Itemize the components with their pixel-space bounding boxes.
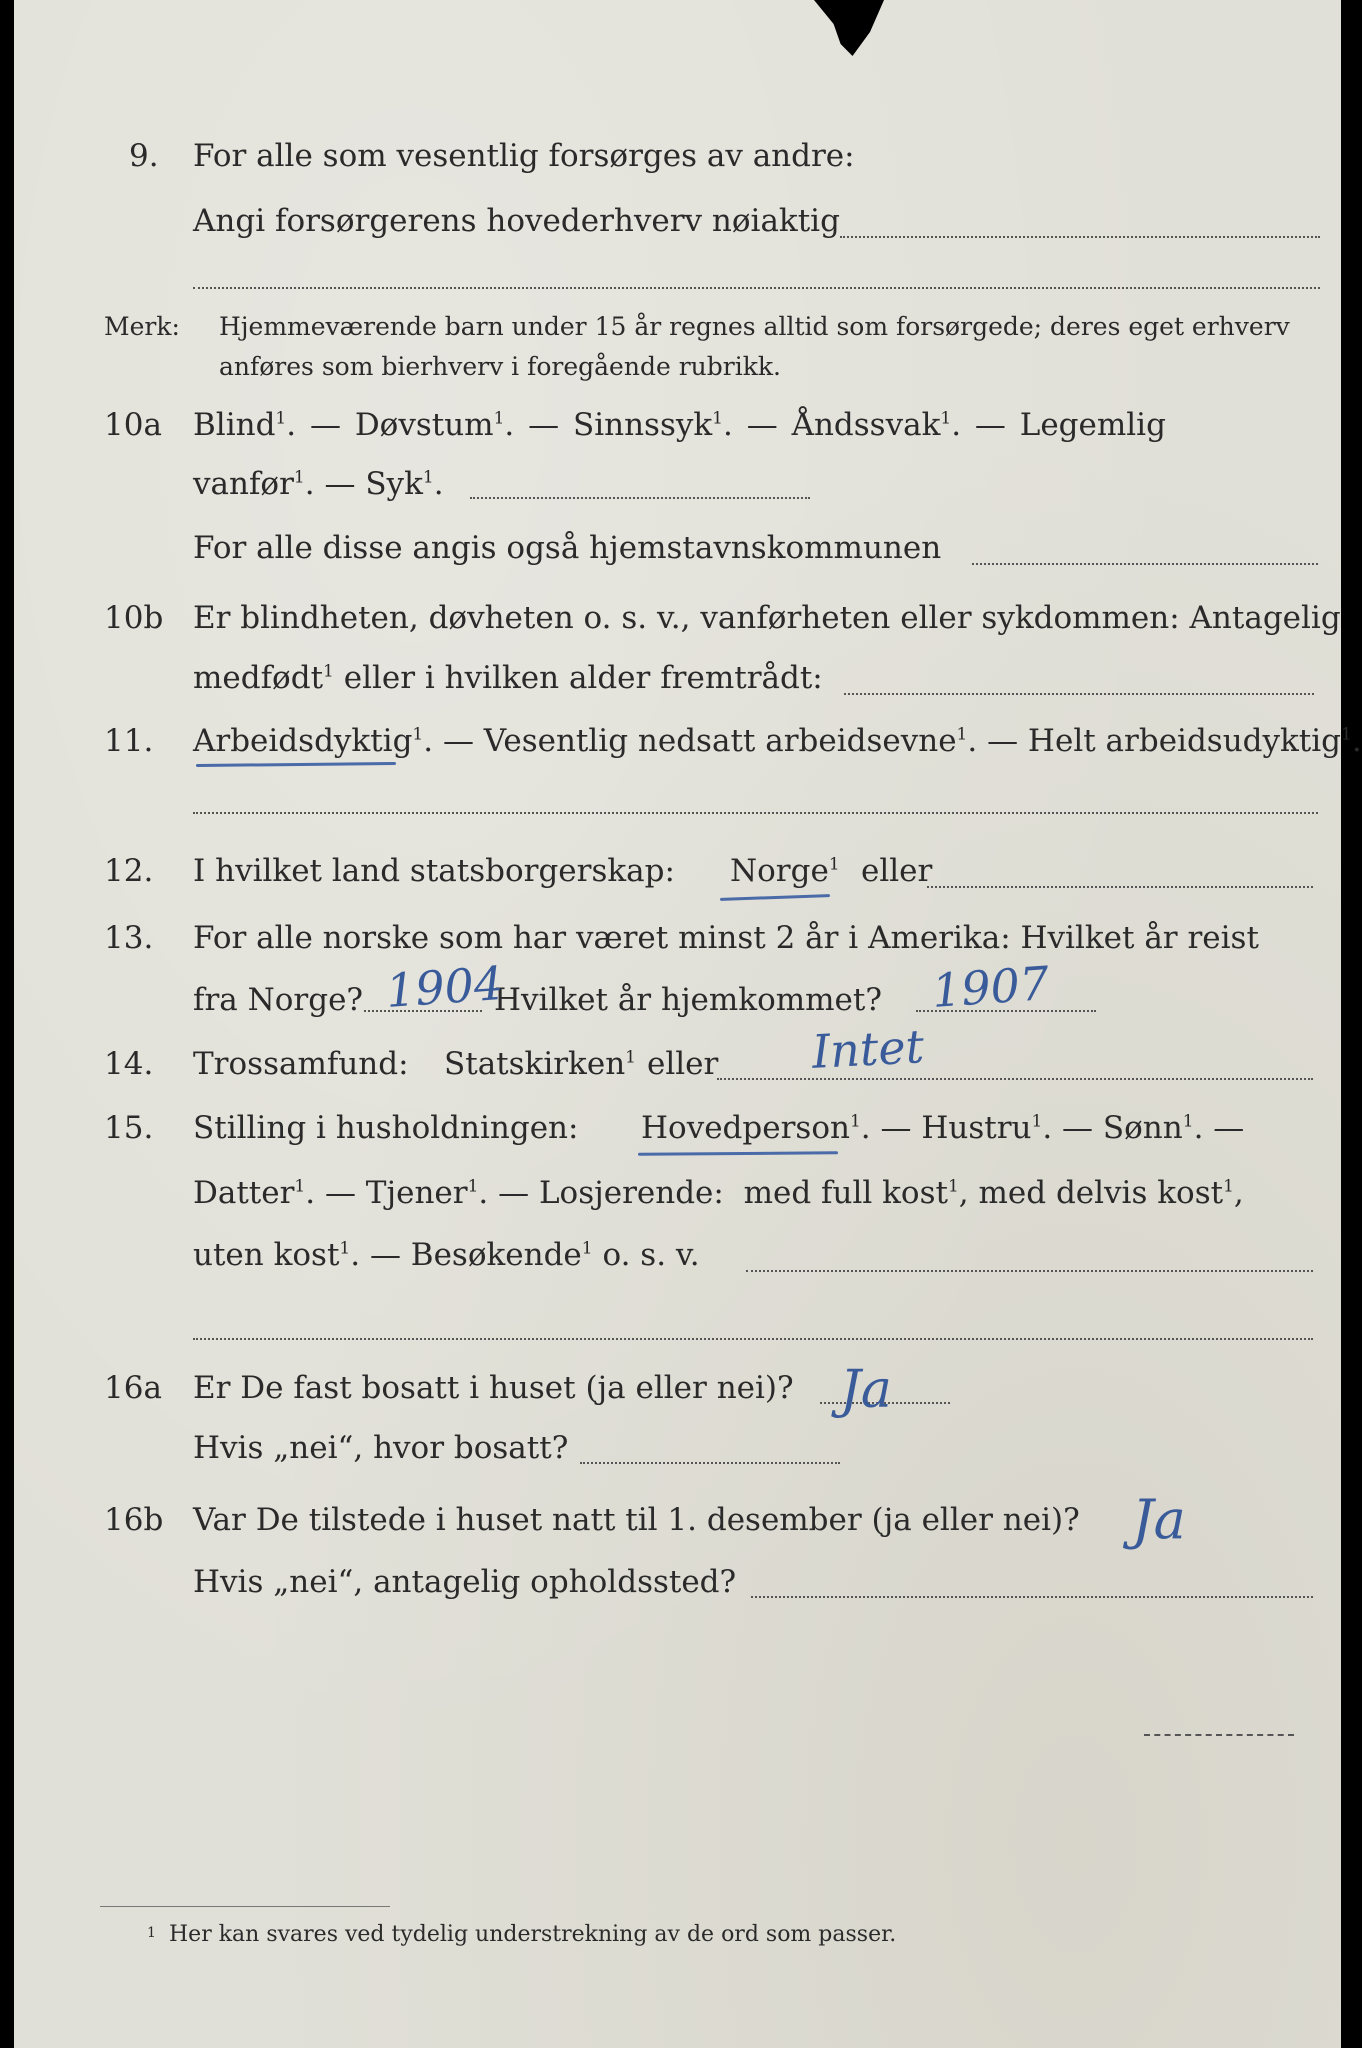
q16b-line1: 16b Var De tilstede i huset natt til 1. desember (ja eller nei)? <box>104 1502 1080 1538</box>
q9-line1: 9. For alle som vesentlig forsørges av andre: <box>129 138 855 174</box>
end-mark-line <box>1144 1734 1294 1736</box>
q12-line: 12. I hvilket land statsborgerskap: Norge$^1$ eller <box>104 853 933 889</box>
torn-notch <box>814 0 884 80</box>
hovedperson-option: Hovedperson <box>641 1110 850 1146</box>
q9-blank-line <box>193 287 1320 289</box>
handwritten-year-reist: 1904 <box>384 955 505 1019</box>
q15-blank-line <box>193 1338 1313 1340</box>
q10b-line1: 10b Er blindheten, døvheten o. s. v., vanførheten eller sykdommen: Antagelig <box>104 600 1341 636</box>
q16b-line2: Hvis „nei“, antagelig opholdssted? <box>193 1564 737 1600</box>
handwritten-year-hjemkommet: 1907 <box>930 955 1051 1019</box>
q10a-line2: vanfør$^1$. — Syk$^1$. <box>193 466 444 502</box>
footnote-mark: 1 <box>147 1925 156 1941</box>
sinnssyk-option: Sinnssyk <box>572 407 713 443</box>
q10b-line2: medfødt$^1$ eller i hvilken alder fremtrådt: <box>193 660 823 696</box>
footnote-rule <box>100 1906 390 1907</box>
q15-line2: Datter$^1$. — Tjener$^1$. — Losjerende: med full kost$^1$, med delvis kost$^1$, <box>193 1175 1244 1211</box>
q11-line: 11. Arbeidsdyktig$^1$. — Vesentlig nedsatt arbeidsevne$^1$. — Helt arbeidsudyktig$^1$. <box>104 723 1362 759</box>
q13-line1: 13. For alle norske som har været minst 2 år i Amerika: Hvilket år reist <box>104 920 1259 956</box>
arbeidsdyktig-option: Arbeidsdyktig <box>193 723 413 759</box>
q10a-line1: 10a Blind$^1$. — Døvstum$^1$. — Sinnssyk$^1$. — Åndssvak$^1$. — Legemlig <box>104 407 1166 443</box>
norge-option: Norge <box>730 853 829 889</box>
q15-answer-line <box>746 1270 1313 1272</box>
q16a-line1: 16a Er De fast bosatt i huset (ja eller nei)? <box>104 1370 794 1406</box>
census-form-page <box>14 0 1362 2048</box>
q15-line1: 15. Stilling i husholdningen: Hovedperson$^1$. — Hustru$^1$. — Sønn$^1$. — <box>104 1110 1245 1146</box>
legemlig-option: Legemlig <box>1019 407 1166 443</box>
handwritten-tilstede-answer: Ja <box>1132 1488 1186 1551</box>
handwritten-trossamfund: Intet <box>810 1019 926 1079</box>
blind-option: Blind <box>193 407 276 443</box>
q9-answer-line <box>840 236 1320 238</box>
q12-answer-line <box>927 886 1313 888</box>
q9-line2: Angi forsørgerens hovederhverv nøiaktig <box>193 203 840 239</box>
q15-line3: uten kost$^1$. — Besøkende$^1$ o. s. v. <box>193 1237 700 1273</box>
dovstum-option: Døvstum <box>354 407 494 443</box>
q14-answer-line <box>717 1078 1313 1080</box>
q10a-line3: For alle disse angis også hjemstavnskommunen <box>193 530 942 566</box>
andssvak-option: Åndssvak <box>791 407 941 443</box>
q14-line: 14. Trossamfund: Statskirken$^1$ eller <box>104 1046 719 1082</box>
q16a-line2: Hvis „nei“, hvor bosatt? <box>193 1430 569 1466</box>
footnote-text: Her kan svares ved tydelig understrekning av de ord som passer. <box>169 1922 897 1947</box>
q10a-kommune-line <box>972 563 1318 565</box>
merk-line2: anføres som bierhverv i foregående rubrikk. <box>219 352 781 381</box>
merk-line1: Merk: Hjemmeværende barn under 15 år regnes alltid som forsørgede; deres eget erhverv <box>104 312 1290 341</box>
q11-blank-line <box>193 812 1318 814</box>
q10b-answer-line <box>844 693 1314 695</box>
q16b-answer-line <box>751 1596 1313 1598</box>
q16a-bosatt-line <box>580 1462 840 1464</box>
q13-line2: fra Norge? Hvilket år hjemkommet? <box>193 982 882 1018</box>
q10a-syk-line <box>470 497 810 499</box>
handwritten-bosatt-answer: Ja <box>840 1360 892 1420</box>
